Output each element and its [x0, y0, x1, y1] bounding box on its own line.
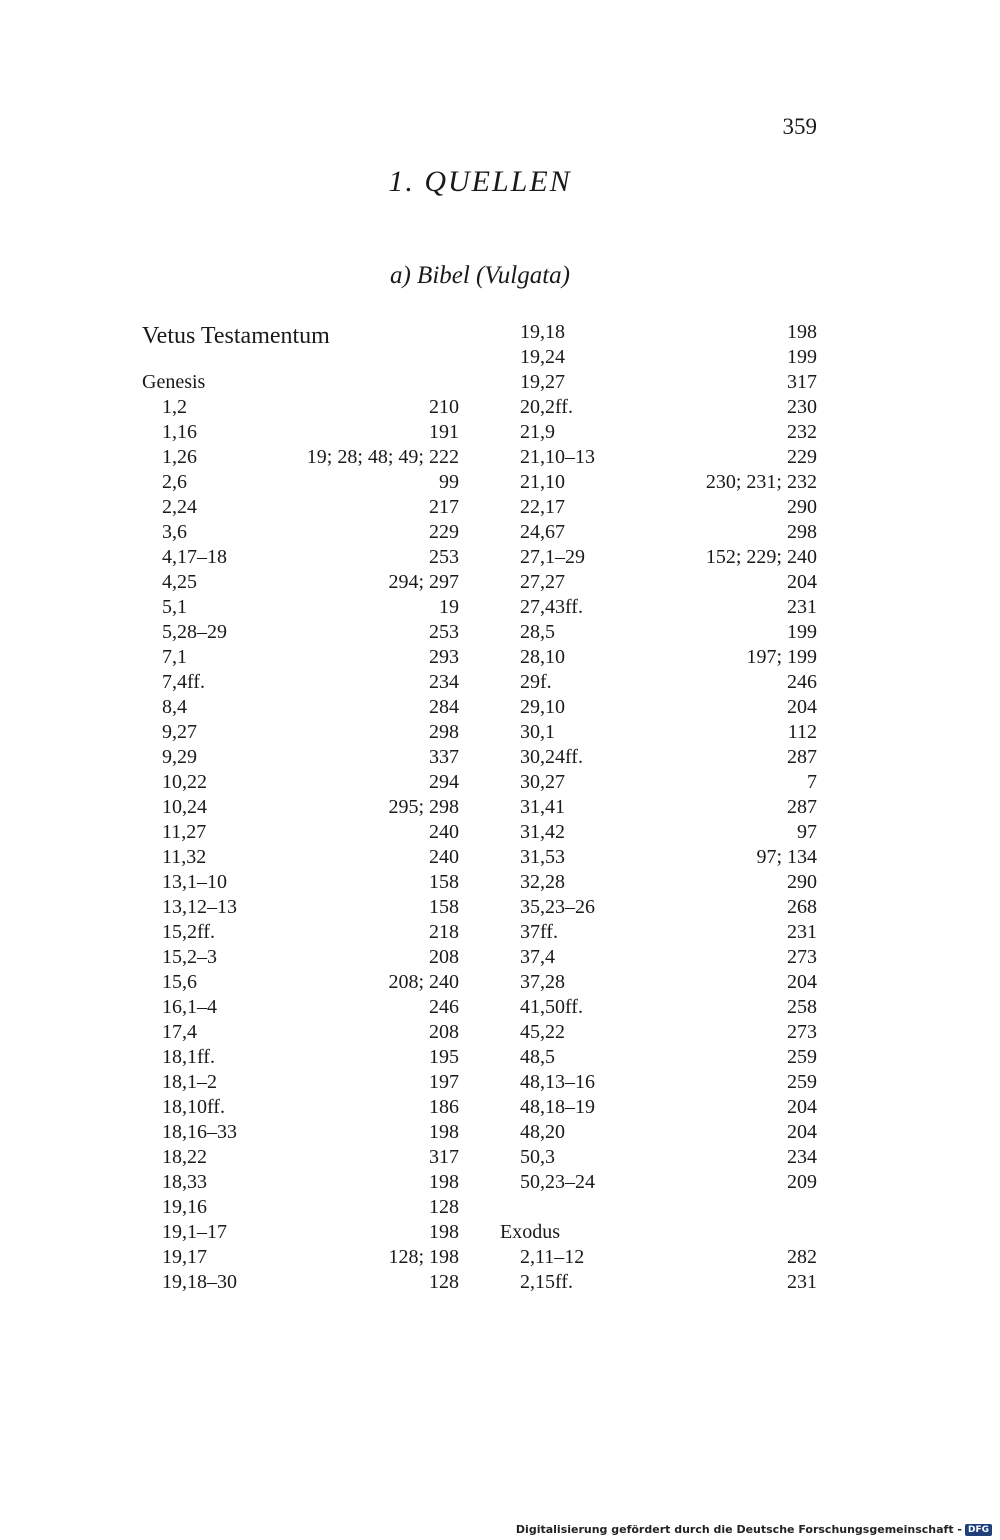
index-entry: [142, 820, 459, 845]
entry-reference: 10,24: [162, 796, 207, 818]
entry-pages: 128: [429, 1196, 459, 1218]
entry-reference: 24,67: [520, 521, 565, 543]
entry-reference: 19,27: [520, 371, 565, 393]
index-entry: [142, 470, 459, 495]
entry-reference: 20,2ff.: [520, 396, 573, 418]
entry-pages: 230: [787, 396, 817, 418]
entry-list-right-genesis: [500, 320, 817, 1195]
entry-reference: 15,2ff.: [162, 921, 215, 943]
entry-reference: 10,22: [162, 771, 207, 793]
entry-pages: 218: [429, 921, 459, 943]
entry-pages: 298: [429, 721, 459, 743]
entry-reference: 27,43ff.: [520, 596, 583, 618]
entry-reference: 4,25: [162, 571, 197, 593]
entry-pages: 231: [787, 1271, 817, 1293]
entry-pages: 195: [429, 1046, 459, 1068]
entry-reference: 11,27: [162, 821, 207, 843]
entry-list-left: [142, 395, 459, 1295]
index-entry: [500, 520, 817, 545]
entry-reference: 29,10: [520, 696, 565, 718]
index-entry: [500, 1095, 817, 1120]
footer-text: Digitalisierung gefördert durch die Deutsche Forschungsgemeinschaft -: [515, 1523, 962, 1536]
entry-reference: 30,27: [520, 771, 565, 793]
index-entry: [500, 395, 817, 420]
index-entry: [500, 320, 817, 345]
entry-reference: 15,6: [162, 971, 197, 993]
entry-reference: 9,29: [162, 746, 197, 768]
index-entry: [500, 645, 817, 670]
entry-reference: 18,22: [162, 1146, 207, 1168]
entry-reference: 18,1ff.: [162, 1046, 215, 1068]
index-entry: [142, 520, 459, 545]
entry-reference: 18,33: [162, 1171, 207, 1193]
entry-reference: 1,16: [162, 421, 197, 443]
entry-reference: 1,2: [162, 396, 187, 418]
entry-reference: 48,20: [520, 1121, 565, 1143]
entry-list-right-exodus: [500, 1245, 817, 1295]
entry-reference: 48,5: [520, 1046, 555, 1068]
entry-reference: 2,24: [162, 496, 197, 518]
entry-reference: 48,18–19: [520, 1096, 595, 1118]
index-entry: [142, 1020, 459, 1045]
entry-pages: 198: [429, 1171, 459, 1193]
index-entry: [500, 970, 817, 995]
entry-pages: 246: [787, 671, 817, 693]
index-entry: [142, 1145, 459, 1170]
entry-reference: 45,22: [520, 1021, 565, 1043]
entry-reference: 32,28: [520, 871, 565, 893]
index-entry: [142, 1220, 459, 1245]
entry-pages: 259: [787, 1071, 817, 1093]
index-entry: [500, 1045, 817, 1070]
entry-reference: 31,41: [520, 796, 565, 818]
entry-reference: 3,6: [162, 521, 187, 543]
entry-reference: 21,10–13: [520, 446, 595, 468]
entry-pages: 128; 198: [388, 1246, 459, 1268]
index-entry: [142, 495, 459, 520]
entry-reference: 18,1–2: [162, 1071, 217, 1093]
entry-pages: 317: [787, 371, 817, 393]
index-entry: [500, 545, 817, 570]
index-entry: [500, 445, 817, 470]
entry-pages: 198: [429, 1121, 459, 1143]
entry-pages: 293: [429, 646, 459, 668]
entry-pages: 112: [787, 721, 817, 743]
entry-pages: 259: [787, 1046, 817, 1068]
index-entry: [142, 720, 459, 745]
entry-reference: 13,12–13: [162, 896, 237, 918]
entry-reference: 2,11–12: [520, 1246, 585, 1268]
book-heading-exodus: Exodus: [500, 1221, 560, 1243]
entry-reference: 29f.: [520, 671, 552, 693]
entry-pages: 287: [787, 746, 817, 768]
index-entry: [142, 1070, 459, 1095]
index-entry: [142, 445, 459, 470]
entry-pages: 7: [807, 771, 817, 793]
index-entry: [142, 1120, 459, 1145]
index-entry: [142, 645, 459, 670]
entry-reference: 2,6: [162, 471, 187, 493]
entry-reference: 5,28–29: [162, 621, 227, 643]
index-entry: [142, 545, 459, 570]
entry-reference: 22,17: [520, 496, 565, 518]
entry-pages: 204: [787, 696, 817, 718]
entry-pages: 273: [787, 1021, 817, 1043]
index-entry: [142, 1045, 459, 1070]
entry-pages: 240: [429, 821, 459, 843]
entry-pages: 240: [429, 846, 459, 868]
index-entry: [142, 920, 459, 945]
entry-pages: 197; 199: [746, 646, 817, 668]
index-entry: [500, 1070, 817, 1095]
entry-pages: 253: [429, 546, 459, 568]
entry-reference: 19,18: [520, 321, 565, 343]
entry-reference: 31,42: [520, 821, 565, 843]
index-entry: [500, 1270, 817, 1295]
index-entry: [500, 370, 817, 395]
entry-pages: 246: [429, 996, 459, 1018]
page-number: 359: [782, 114, 817, 139]
entry-reference: 28,10: [520, 646, 565, 668]
entry-pages: 204: [787, 1121, 817, 1143]
entry-reference: 7,4ff.: [162, 671, 205, 693]
index-entry: [142, 1170, 459, 1195]
entry-reference: 19,24: [520, 346, 565, 368]
entry-pages: 253: [429, 621, 459, 643]
spacer: [500, 1195, 817, 1220]
index-entry: [500, 795, 817, 820]
entry-pages: 186: [429, 1096, 459, 1118]
index-entry: [142, 695, 459, 720]
index-entry: [142, 845, 459, 870]
entry-pages: 258: [787, 996, 817, 1018]
entry-pages: 232: [787, 421, 817, 443]
entry-reference: 50,3: [520, 1146, 555, 1168]
entry-reference: 16,1–4: [162, 996, 217, 1018]
index-column-right: [500, 320, 817, 1295]
entry-pages: 204: [787, 1096, 817, 1118]
entry-pages: 295; 298: [388, 796, 459, 818]
entry-pages: 268: [787, 896, 817, 918]
entry-pages: 99: [439, 471, 459, 493]
entry-pages: 199: [787, 346, 817, 368]
entry-reference: 18,10ff.: [162, 1096, 225, 1118]
entry-reference: 27,27: [520, 571, 565, 593]
entry-pages: 210: [429, 396, 459, 418]
entry-reference: 7,1: [162, 646, 187, 668]
entry-reference: 30,1: [520, 721, 555, 743]
index-entry: [500, 770, 817, 795]
entry-pages: 294; 297: [388, 571, 459, 593]
index-entry: [500, 495, 817, 520]
entry-pages: 198: [787, 321, 817, 343]
entry-reference: 9,27: [162, 721, 197, 743]
entry-reference: 37,4: [520, 946, 555, 968]
entry-reference: 18,16–33: [162, 1121, 237, 1143]
index-entry: [500, 1120, 817, 1145]
index-entry: [500, 745, 817, 770]
entry-reference: 37,28: [520, 971, 565, 993]
entry-pages: 217: [429, 496, 459, 518]
entry-reference: 19,18–30: [162, 1271, 237, 1293]
entry-reference: 21,9: [520, 421, 555, 443]
entry-pages: 284: [429, 696, 459, 718]
entry-pages: 191: [429, 421, 459, 443]
entry-pages: 198: [429, 1221, 459, 1243]
chapter-title: 1. QUELLEN: [388, 165, 572, 198]
index-column-left: [142, 320, 459, 1295]
book-heading-genesis: Genesis: [142, 371, 206, 393]
index-entry: [500, 1020, 817, 1045]
entry-reference: 1,26: [162, 446, 197, 468]
index-entry: [142, 870, 459, 895]
entry-pages: 209: [787, 1171, 817, 1193]
entry-pages: 204: [787, 571, 817, 593]
index-entry: [500, 620, 817, 645]
index-entry: [142, 395, 459, 420]
entry-pages: 19: [439, 596, 459, 618]
index-entry: [142, 1095, 459, 1120]
index-entry: [500, 820, 817, 845]
entry-pages: 204: [787, 971, 817, 993]
entry-reference: 11,32: [162, 846, 207, 868]
entry-pages: 229: [429, 521, 459, 543]
index-entry: [500, 570, 817, 595]
index-entry: [142, 1245, 459, 1270]
index-entry: [500, 1145, 817, 1170]
entry-reference: 50,23–24: [520, 1171, 595, 1193]
entry-reference: 35,23–26: [520, 896, 595, 918]
entry-pages: 231: [787, 596, 817, 618]
entry-pages: 158: [429, 896, 459, 918]
entry-reference: 19,1–17: [162, 1221, 227, 1243]
entry-pages: 231: [787, 921, 817, 943]
entry-pages: 208: [429, 946, 459, 968]
entry-pages: 294: [429, 771, 459, 793]
index-entry: [142, 995, 459, 1020]
entry-pages: 298: [787, 521, 817, 543]
index-entry: [500, 1245, 817, 1270]
entry-reference: 37ff.: [520, 921, 558, 943]
index-entry: [500, 845, 817, 870]
entry-reference: 31,53: [520, 846, 565, 868]
digitization-footer: [516, 1523, 992, 1536]
entry-reference: 4,17–18: [162, 546, 227, 568]
index-entry: [142, 795, 459, 820]
entry-pages: 290: [787, 496, 817, 518]
index-entry: [142, 420, 459, 445]
entry-pages: 317: [429, 1146, 459, 1168]
entry-pages: 234: [429, 671, 459, 693]
index-entry: [142, 670, 459, 695]
entry-pages: 97; 134: [756, 846, 817, 868]
index-entry: [142, 570, 459, 595]
index-entry: [500, 870, 817, 895]
entry-pages: 19; 28; 48; 49; 222: [306, 446, 459, 468]
entry-pages: 158: [429, 871, 459, 893]
entry-reference: 28,5: [520, 621, 555, 643]
entry-pages: 290: [787, 871, 817, 893]
entry-pages: 199: [787, 621, 817, 643]
index-entry: [500, 1170, 817, 1195]
entry-reference: 41,50ff.: [520, 996, 583, 1018]
entry-pages: 152; 229; 240: [705, 546, 817, 568]
index-entry: [142, 620, 459, 645]
entry-pages: 208: [429, 1021, 459, 1043]
index-entry: [500, 670, 817, 695]
index-entry: [500, 920, 817, 945]
entry-pages: 229: [787, 446, 817, 468]
entry-reference: 19,16: [162, 1196, 207, 1218]
dfg-logo: DFG: [965, 1524, 992, 1536]
entry-pages: 128: [429, 1271, 459, 1293]
entry-reference: 2,15ff.: [520, 1271, 573, 1293]
entry-reference: 48,13–16: [520, 1071, 595, 1093]
index-entry: [142, 945, 459, 970]
entry-pages: 337: [429, 746, 459, 768]
section-title: a) Bibel (Vulgata): [389, 262, 571, 289]
index-entry: [500, 720, 817, 745]
index-entry: [142, 770, 459, 795]
index-entry: [142, 1270, 459, 1295]
entry-pages: 273: [787, 946, 817, 968]
entry-reference: 5,1: [162, 596, 187, 618]
entry-pages: 234: [787, 1146, 817, 1168]
entry-reference: 8,4: [162, 696, 187, 718]
entry-pages: 97: [797, 821, 817, 843]
entry-pages: 208; 240: [388, 971, 459, 993]
entry-reference: 30,24ff.: [520, 746, 583, 768]
index-entry: [500, 995, 817, 1020]
entry-reference: 27,1–29: [520, 546, 585, 568]
index-entry: [500, 470, 817, 495]
index-entry: [142, 1195, 459, 1220]
index-entry: [500, 345, 817, 370]
entry-reference: 17,4: [162, 1021, 197, 1043]
index-entry: [500, 595, 817, 620]
entry-reference: 15,2–3: [162, 946, 217, 968]
index-entry: [500, 895, 817, 920]
index-entry: [500, 695, 817, 720]
entry-reference: 19,17: [162, 1246, 207, 1268]
index-entry: [142, 745, 459, 770]
entry-reference: 13,1–10: [162, 871, 227, 893]
entry-pages: 197: [429, 1071, 459, 1093]
entry-pages: 282: [787, 1246, 817, 1268]
entry-pages: 230; 231; 232: [705, 471, 817, 493]
index-entry: [142, 595, 459, 620]
testament-heading: Vetus Testamentum: [142, 323, 330, 349]
entry-reference: 21,10: [520, 471, 565, 493]
index-entry: [500, 945, 817, 970]
index-entry: [142, 970, 459, 995]
entry-pages: 287: [787, 796, 817, 818]
index-entry: [142, 895, 459, 920]
index-entry: [500, 420, 817, 445]
